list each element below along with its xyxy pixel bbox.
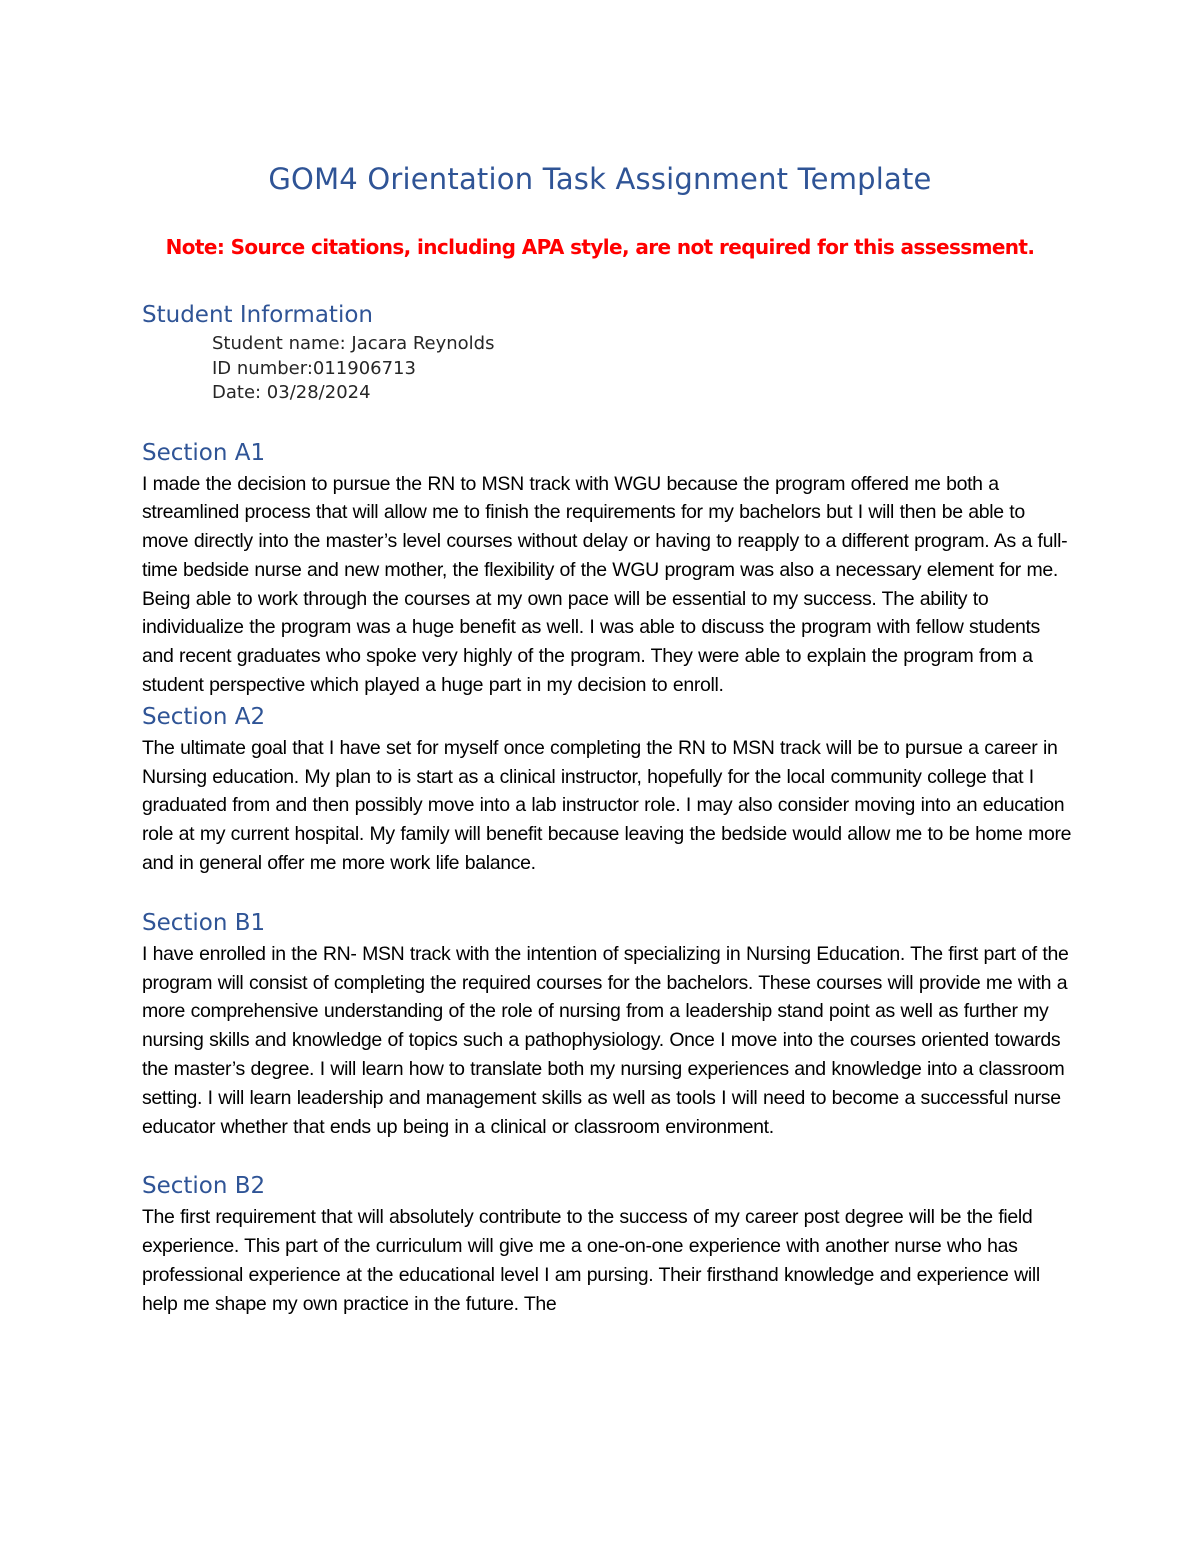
section-b2-body: The first requirement that will absolutely contribute to the success of my career post degree will be the field experience. This part of the curriculum will give me a one-on-one experience with another nurse who has professional experience at the educational level I am pursing. Their firsthand knowledge and experience will help me shape my own practice in the future. The — [142, 1206, 1040, 1315]
section-b1-heading: Section B1 — [142, 909, 266, 936]
spacer — [142, 406, 1072, 436]
student-info-block — [212, 332, 1072, 406]
section-b1-body: I have enrolled in the RN- MSN track with the intention of specializing in Nursing Education. The first part of the program will consist of completing the required courses for the bachelors. These courses will provide me with a more comprehensive understanding of the role of nursing from a leadership stand point as well as further my nursing skills and knowledge of topics such a pathophysiology. Once I move into the courses oriented towards the master’s degree. I will learn how to translate both my nursing experiences and knowledge into a classroom setting. I will learn leadership and management skills as well as tools I will need to become a successful nurse educator whether that ends up being in a clinical or classroom environment. — [142, 942, 1069, 1138]
document-body — [142, 298, 1072, 1319]
student-name-line: Student name: Jacara Reynolds — [212, 333, 495, 354]
section-a2-body: The ultimate goal that I have set for myself once completing the RN to MSN track will be to pursue a career in Nursing education. My plan to is start as a clinical instructor, hopefully for the local community college that I graduated from and then possibly move into a lab instructor role. I may also consider moving into an education role at my current hospital. My family will benefit because leaving the bedside would allow me to be home more and in general offer me more work life balance. — [142, 736, 1072, 875]
section-a1-body: I made the decision to pursue the RN to MSN track with WGU because the program offered me both a streamlined process that will allow me to finish the requirements for my bachelors but I will then be able to move directly into the master’s level courses without delay or having to reapply to a different program. As a full-time bedside nurse and new mother, the flexibility of the WGU program was also a necessary element for me. Being able to work through the courses at my own pace will be essential to my success. The ability to individualize the program was a huge benefit as well. I was able to discuss the program with fellow students and recent graduates who spoke very highly of the program. They were able to explain the program from a student perspective which played a huge part in my decision to enroll. — [142, 472, 1068, 697]
document-title: GOM4 Orientation Task Assignment Template — [268, 162, 932, 196]
section-b2-heading: Section B2 — [142, 1173, 266, 1200]
student-date-line: Date: 03/28/2024 — [212, 382, 371, 403]
section-a2-heading: Section A2 — [142, 703, 266, 730]
citation-note: Note: Source citations, including APA style, are not required for this assessment. — [165, 235, 1035, 259]
student-info-heading: Student Information — [142, 302, 373, 328]
section-a1-heading: Section A1 — [142, 439, 266, 466]
spacer — [142, 878, 1072, 906]
spacer — [142, 1141, 1072, 1169]
student-id-line: ID number:011906713 — [212, 357, 416, 379]
